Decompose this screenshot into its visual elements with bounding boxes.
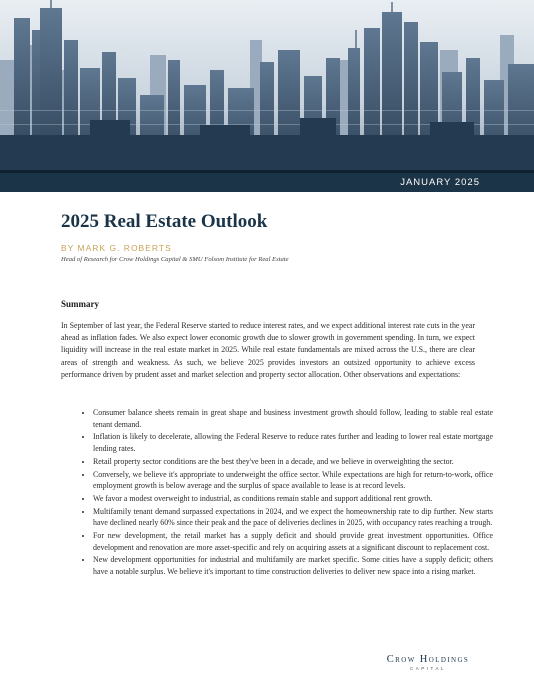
summary-paragraph: In September of last year, the Federal Reserve started to reduce interest rates, and we expect additional interest rate cuts in the year ahead as inflation fades. We also expect lower economic growth due to slower growth in government spending. In turn, we expect liquidity will increase in the real estate market in 2025. While real estate fundamentals are mixed across the U.S., there are clear areas of strength and weakness. As such, we believe 2025 provides investors an outsized opportunity to achieve excess performance driven by prudent asset and market selection and property sector allocation. Other observations and expectations: (61, 321, 475, 379)
logo-subtitle: CAPITAL (410, 666, 446, 671)
list-item: • We favor a modest overweight to industrial, as conditions remain stable and support additional rent growth. (93, 493, 493, 505)
list-item: • Inflation is likely to decelerate, allowing the Federal Reserve to reduce rates further and leading to lower real estate mortgage lending rates. (93, 431, 493, 454)
date-band (0, 170, 534, 192)
list-item: • Multifamily tenant demand surpassed expectations in 2024, and we expect the homeownership rate to dip further. New starts have declined nearly 60% since their peak and the pace of deliveries declines in 2025, with occupancy rates reaching a trough. (93, 506, 493, 529)
summary-heading: Summary (61, 299, 99, 309)
author-role: Head of Research for Crow Holdings Capital & SMU Folsom Institute for Real Estate (61, 256, 289, 263)
observations-list (75, 407, 493, 579)
logo-name: Crow Holdings (386, 654, 470, 665)
list-item: • Conversely, we believe it's appropriate to underweight the office sector. While expectations are high for return-to-work, office employment growth is below average and the surplus of space available to lease is at record levels. (93, 469, 493, 492)
list-item: • New development opportunities for industrial and multifamily are market specific. Some cities have a supply deficit; others have a notable surplus. We believe it's important to time construction deliveries to deliver new space into a rising market. (93, 554, 493, 577)
report-date: JANUARY 2025 (400, 177, 480, 188)
company-logo (382, 654, 474, 671)
header-cityscape-image (0, 0, 534, 170)
list-item: • Retail property sector conditions are the best they've been in a decade, and we believe in overweighting the sector. (93, 456, 493, 468)
author-byline: BY MARK G. ROBERTS (61, 243, 172, 253)
list-item: • For new development, the retail market has a supply deficit and should provide great investment opportunities. Office development and renovation are more asset-specific and rely on acquiring assets at a significant discount to replacement cost. (93, 530, 493, 553)
list-item: • Consumer balance sheets remain in great shape and business investment growth should follow, leading to stable real estate tenant demand. (93, 407, 493, 430)
report-title: 2025 Real Estate Outlook (61, 211, 268, 232)
